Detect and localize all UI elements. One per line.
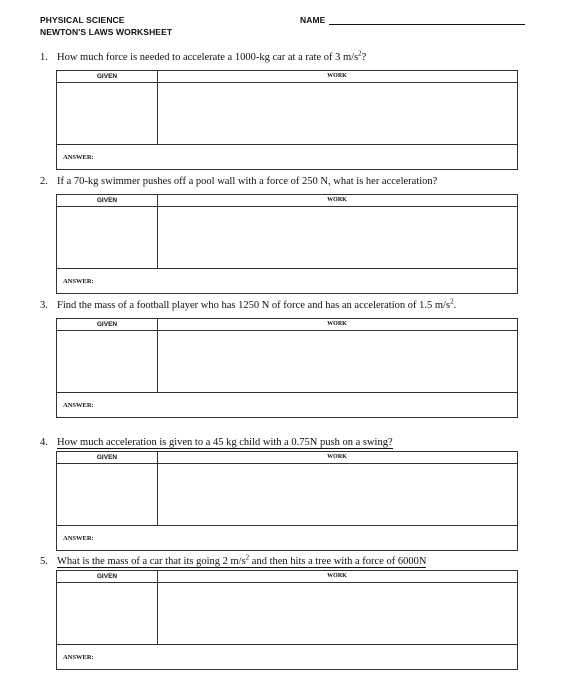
question-text: If a 70-kg swimmer pushes off a pool wall with a force of 250 N, what is her acceleration? (57, 176, 438, 187)
given-column-header: GIVEN (57, 71, 158, 82)
question-number: 4. (40, 437, 48, 448)
question-text: What is the mass of a car that its going 2 $m/s^2$ and then hits a tree with a force of 6000N (57, 553, 427, 567)
work-column-header: WORK (327, 573, 347, 579)
work-column-header: WORK (327, 73, 347, 79)
given-column-header: GIVEN (57, 571, 158, 582)
name-blank-line[interactable] (329, 24, 525, 25)
work-area[interactable] (57, 583, 517, 645)
subject-heading: PHYSICAL SCIENCE (40, 15, 125, 25)
worksheet-title: NEWTON'S LAWS WORKSHEET (40, 27, 173, 37)
answer-label: ANSWER: (63, 278, 94, 285)
answer-box-3 (56, 318, 518, 418)
answer-box-4 (56, 451, 518, 551)
work-area[interactable] (57, 464, 517, 526)
answer-row[interactable] (57, 145, 517, 169)
given-column-header: GIVEN (57, 319, 158, 330)
answer-row[interactable] (57, 526, 517, 550)
answer-label: ANSWER: (63, 654, 94, 661)
question-1 (40, 49, 540, 63)
work-column-header: WORK (327, 197, 347, 203)
question-number: 2. (40, 176, 48, 187)
answer-label: ANSWER: (63, 535, 94, 542)
answer-label: ANSWER: (63, 402, 94, 409)
question-text: Find the mass of a football player who has 1250 N of force and has an acceleration of 1.5 $m/s^2$. (57, 297, 457, 311)
question-3 (40, 297, 540, 311)
name-label: NAME (300, 15, 326, 25)
answer-row[interactable] (57, 393, 517, 417)
question-number: 1. (40, 52, 48, 63)
question-text: How much acceleration is given to a 45 kg child with a 0.75N push on a swing? (57, 437, 393, 448)
work-column-header: WORK (327, 454, 347, 460)
work-area[interactable] (57, 331, 517, 393)
answer-box-1 (56, 70, 518, 170)
answer-box-2 (56, 194, 518, 294)
question-text: How much force is needed to accelerate a 1000-kg car at a rate of 3 $m/s^2$? (57, 49, 367, 63)
work-area[interactable] (57, 83, 517, 145)
question-5 (40, 553, 540, 567)
answer-row[interactable] (57, 269, 517, 293)
work-column-header: WORK (327, 321, 347, 327)
question-2 (40, 176, 540, 187)
given-column-header: GIVEN (57, 452, 158, 463)
given-column-header: GIVEN (57, 195, 158, 206)
answer-row[interactable] (57, 645, 517, 669)
question-4 (40, 437, 540, 448)
answer-label: ANSWER: (63, 154, 94, 161)
question-number: 5. (40, 556, 48, 567)
question-number: 3. (40, 300, 48, 311)
answer-box-5 (56, 570, 518, 670)
work-area[interactable] (57, 207, 517, 269)
